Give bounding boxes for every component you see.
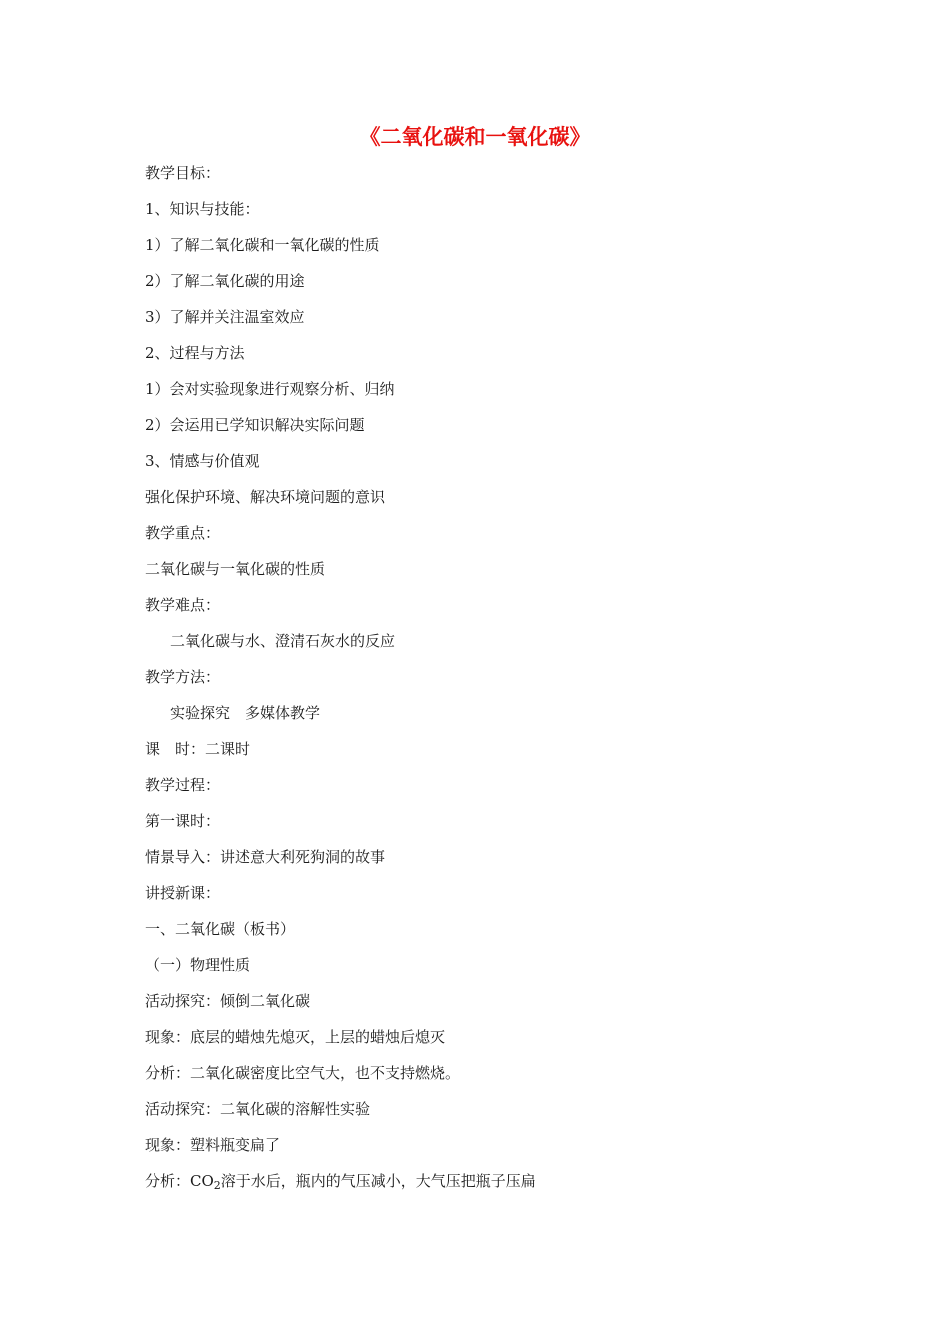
text-line: 教学难点：: [145, 596, 221, 614]
text-line: 课 时：二课时: [145, 740, 251, 758]
text-line: 活动探究：二氧化碳的溶解性实验: [145, 1100, 371, 1118]
text-line: 1、知识与技能：: [145, 200, 260, 218]
formula-subscript: 2: [213, 1179, 221, 1192]
text-line: 教学重点：: [145, 524, 221, 542]
document-body: [145, 158, 845, 1202]
text-line: 二氧化碳与一氧化碳的性质: [145, 560, 326, 578]
text-line-indented: 实验探究 多媒体教学: [170, 704, 321, 722]
text-line: 教学方法：: [145, 668, 221, 686]
document-title: 《二氧化碳和一氧化碳》: [359, 124, 591, 149]
text-line: 2）会运用已学知识解决实际问题: [145, 416, 365, 434]
formula-suffix: 溶于水后，瓶内的气压减小，大气压把瓶子压扁: [220, 1172, 536, 1190]
text-line: 1）会对实验现象进行观察分析、归纳: [145, 380, 395, 398]
text-line: 分析：二氧化碳密度比空气大，也不支持燃烧。: [145, 1064, 461, 1082]
text-line: 3）了解并关注温室效应: [145, 308, 305, 326]
text-line: 2、过程与方法: [145, 344, 245, 362]
text-line-indented: 二氧化碳与水、澄清石灰水的反应: [170, 632, 396, 650]
text-line: 现象：塑料瓶变扁了: [145, 1136, 281, 1154]
text-line: 教学目标：: [145, 164, 221, 182]
text-line: 强化保护环境、解决环境问题的意识: [145, 488, 386, 506]
text-line-formula: [145, 1166, 845, 1202]
text-line: 3、情感与价值观: [145, 452, 260, 470]
text-line: 教学过程：: [145, 776, 221, 794]
formula-prefix: 分析：CO: [145, 1172, 214, 1190]
text-line: 讲授新课：: [145, 884, 221, 902]
text-line: 活动探究：倾倒二氧化碳: [145, 992, 311, 1010]
text-line: （一）物理性质: [145, 956, 251, 974]
text-line: 现象：底层的蜡烛先熄灭，上层的蜡烛后熄灭: [145, 1028, 446, 1046]
text-line: 第一课时：: [145, 812, 221, 830]
text-line: 1）了解二氧化碳和一氧化碳的性质: [145, 236, 380, 254]
text-line: 情景导入：讲述意大利死狗洞的故事: [145, 848, 386, 866]
text-line: 2）了解二氧化碳的用途: [145, 272, 305, 290]
text-line: 一、二氧化碳（板书）: [145, 920, 296, 938]
